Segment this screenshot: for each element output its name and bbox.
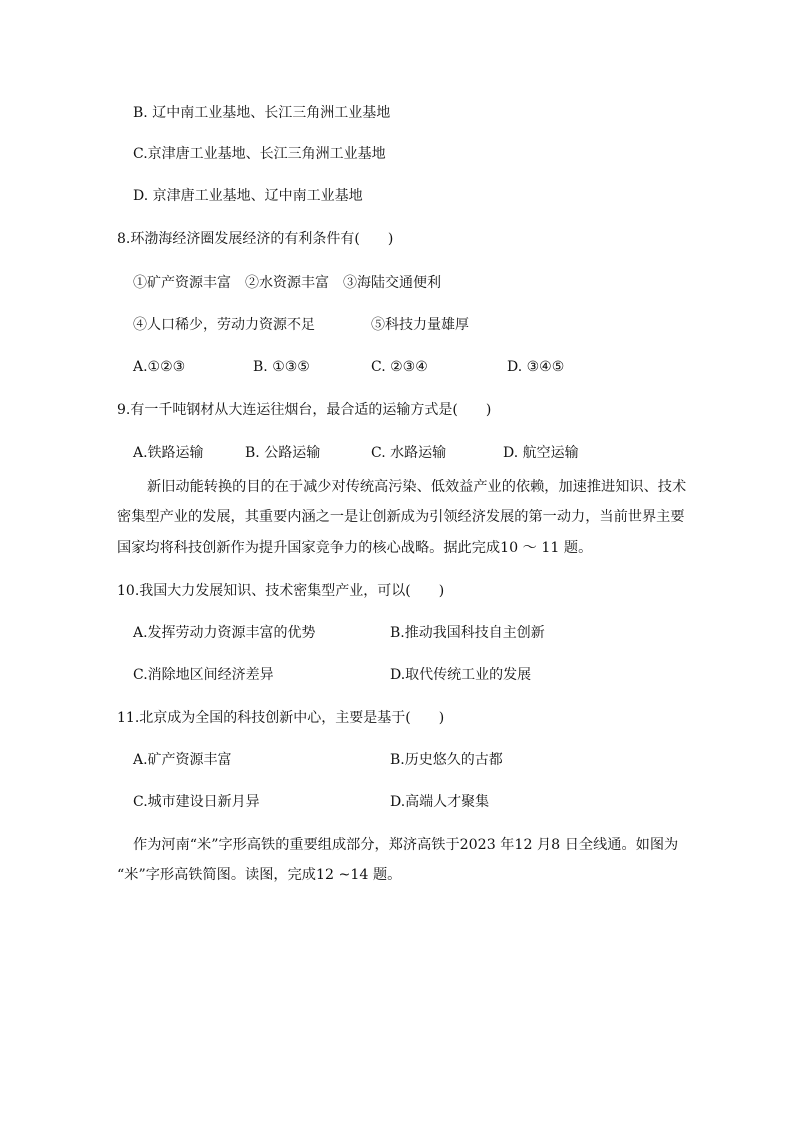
q9-option-a: A.铁路运输 [133, 445, 204, 461]
q8-option-a: A.①②③ [133, 359, 186, 375]
q9-stem: 9.有一千吨钢材从大连运往烟台，最合适的运输方式是( ) [117, 402, 492, 418]
passage1-line2: 密集型产业的发展，其重要内涵之一是让创新成为引领经济发展的第一动力，当前世界主要 [117, 509, 685, 525]
passage1-line3: 国家均将科技创新作为提升国家竞争力的核心战略。据此完成10 ～ 11 题。 [117, 540, 593, 556]
q8-option-c: C. ②③④ [371, 359, 428, 375]
q11-option-a: A.矿产资源丰富 [133, 752, 232, 768]
q9-option-d: D. 航空运输 [503, 445, 579, 461]
q10-option-c: C.消除地区间经济差异 [133, 667, 274, 683]
q11-option-d: D.高端人才聚集 [390, 794, 490, 810]
q8-conditions-1: ①矿产资源丰富 ②水资源丰富 ③海陆交通便利 [133, 275, 441, 291]
q10-option-d: D.取代传统工业的发展 [390, 667, 532, 683]
passage2-line2: “米”字形高铁简图。读图，完成12 ~14 题。 [117, 867, 402, 883]
q8-option-d: D. ③④⑤ [507, 359, 565, 375]
q8-option-b: B. ①③⑤ [253, 359, 310, 375]
q7-option-c: C.京津唐工业基地、长江三角洲工业基地 [133, 146, 386, 162]
q8-stem: 8.环渤海经济圈发展经济的有利条件有( ) [117, 231, 394, 247]
q11-stem: 11.北京成为全国的科技创新中心，主要是基于( ) [117, 710, 445, 726]
passage1-line1: 新旧动能转换的目的在于减少对传统高污染、低效益产业的依赖，加速推进知识、技术 [147, 479, 687, 495]
q7-option-b: B. 辽中南工业基地、长江三角洲工业基地 [133, 105, 391, 121]
q11-option-c: C.城市建设日新月异 [133, 794, 260, 810]
q7-option-d: D. 京津唐工业基地、辽中南工业基地 [133, 188, 363, 204]
q9-option-c: C. 水路运输 [371, 445, 447, 461]
passage2-line1: 作为河南“米”字形高铁的重要组成部分，郑济高铁于2023 年12 月8 日全线通。如图为 [133, 837, 679, 853]
q10-stem: 10.我国大力发展知识、技术密集型产业，可以( ) [117, 583, 445, 599]
q11-option-b: B.历史悠久的古都 [390, 752, 503, 768]
q10-option-a: A.发挥劳动力资源丰富的优势 [133, 625, 316, 641]
q9-option-b: B. 公路运输 [245, 445, 321, 461]
q8-conditions-2: ④人口稀少，劳动力资源不足 ⑤科技力量雄厚 [133, 317, 469, 333]
q10-option-b: B.推动我国科技自主创新 [390, 625, 545, 641]
